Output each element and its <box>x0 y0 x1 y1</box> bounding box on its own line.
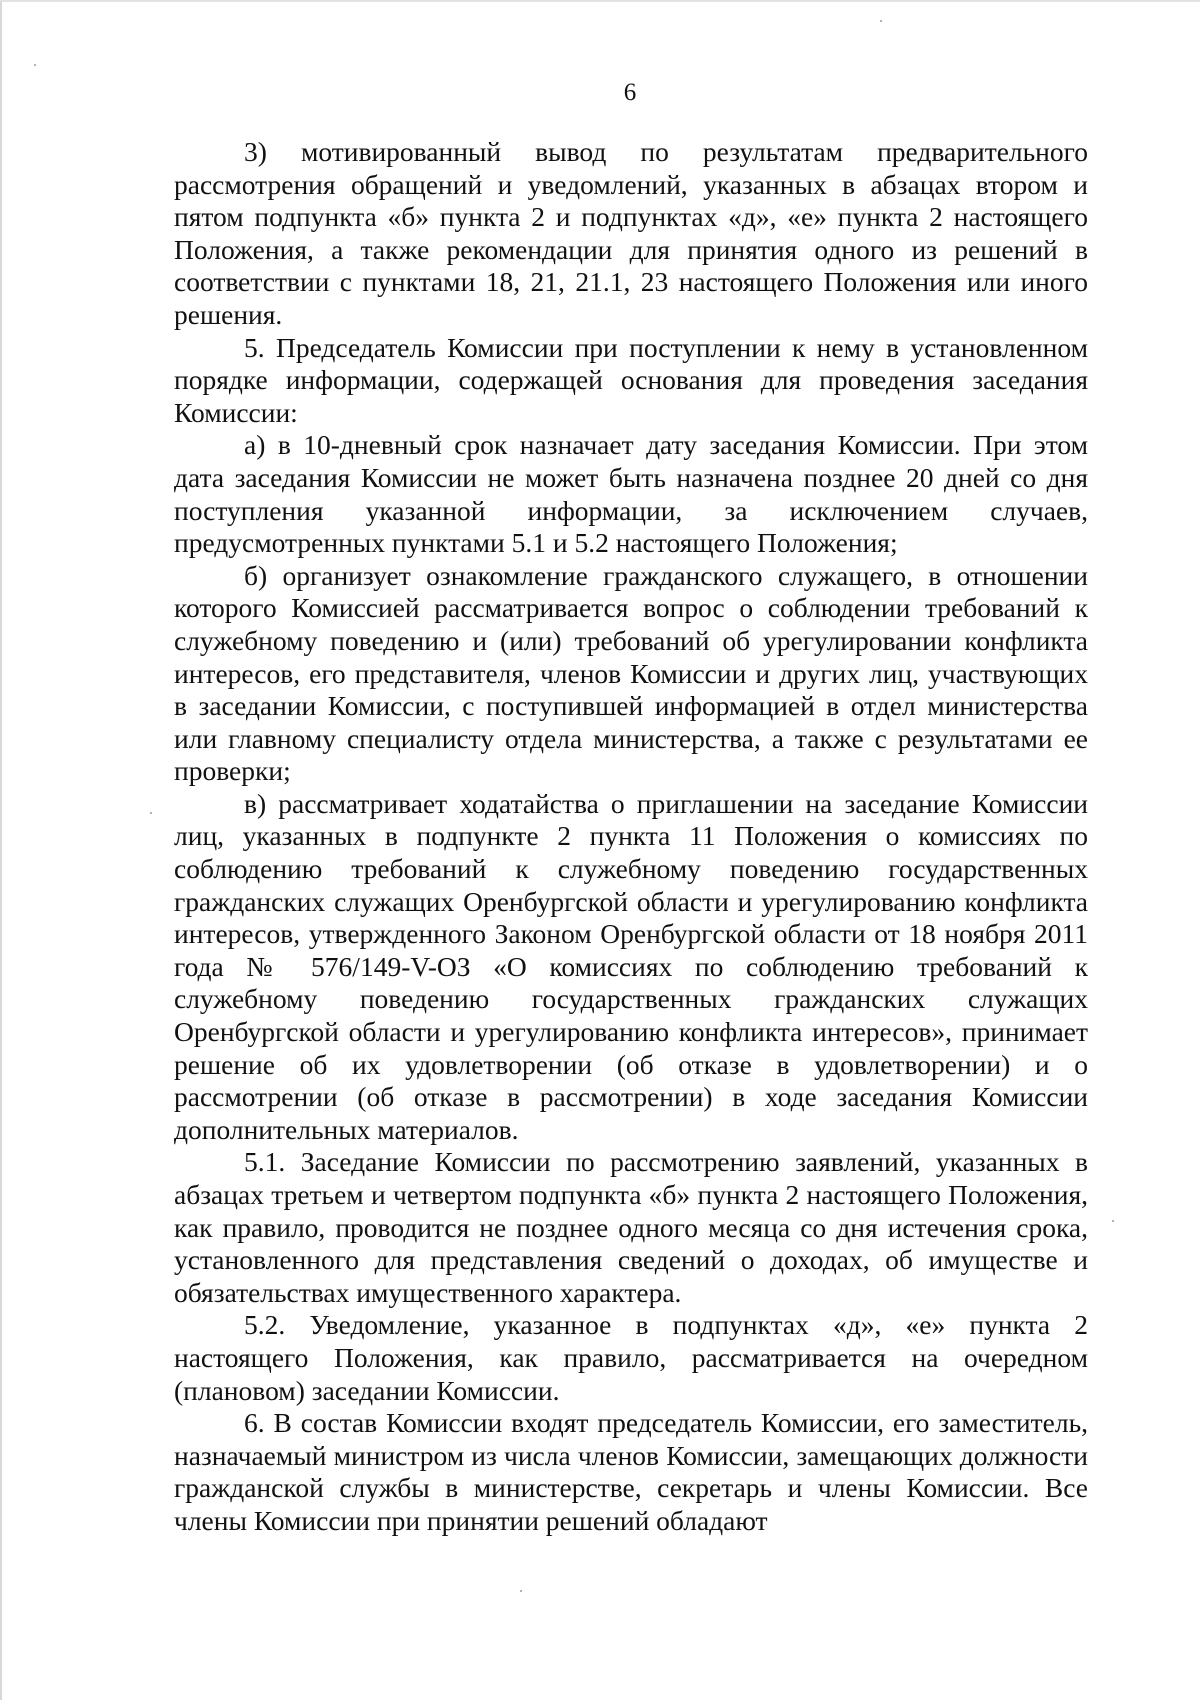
paragraph: 5.2. Уведомление, указанное в подпунктах «д», «е» пункта 2 настоящего Положения, как правило, рассматривается на очередном (плановом) заседании Комиссии. <box>174 1309 1088 1406</box>
paragraph: в) рассматривает ходатайства о приглашении на заседание Комиссии лиц, указанных в подпункте 2 пункта 11 Положения о комиссиях по соблюдению требований к служебному поведению государственных гражданских служащих Оренбургской области и урегулированию конфликта интересов, утвержденного Законом Оренбургской области от 18 ноября 2011 года № 576/149-V-ОЗ «О комиссиях по соблюдению требований к служебному поведению государственных гражданских служащих Оренбургской области и урегулированию конфликта интересов», принимает решение об их удовлетворении (об отказе в удовлетворении) и о рассмотрении (об отказе в рассмотрении) в ходе заседания Комиссии дополнительных материалов. <box>174 787 1088 1145</box>
paragraph: 6. В состав Комиссии входят председатель Комиссии, его заместитель, назначаемый министром из числа членов Комиссии, замещающих должности гражданской службы в министерстве, секретарь и члены Комиссии. Все члены Комиссии при принятии решений обладают <box>174 1407 1088 1536</box>
page-number: 6 <box>623 79 637 106</box>
paragraph: 5.1. Заседание Комиссии по рассмотрению заявлений, указанных в абзацах третьем и четвертом подпункта «б» пункта 2 настоящего Положения, как правило, проводится не позднее одного месяца со дня истечения срока, установленного для представления сведений о доходах, об имуществе и обязательствах имущественного характера. <box>174 1146 1088 1308</box>
scan-edge <box>0 0 1200 2</box>
paragraph: 5. Председатель Комиссии при поступлении к нему в установленном порядке информации, содержащей основания для проведения заседания Комиссии: <box>174 331 1088 428</box>
scan-speck <box>520 1590 522 1592</box>
scan-speck <box>880 20 882 22</box>
scan-speck <box>150 812 152 814</box>
paragraph: 3) мотивированный вывод по результатам предварительного рассмотрения обращений и уведомлений, указанных в абзацах втором и пятом подпункта «б» пункта 2 и подпунктах «д», «е» пункта 2 настоящего Положения, а также рекомендации для принятия одного из решений в соответствии с пунктами 18, 21, 21.1, 23 настоящего Положения или иного решения. <box>174 136 1088 330</box>
scan-speck <box>1112 1220 1114 1222</box>
document-body <box>174 136 1088 1538</box>
paragraph: б) организует ознакомление гражданского служащего, в отношении которого Комиссией рассматривается вопрос о соблюдении требований к служебному поведению и (или) требований об урегулировании конфликта интересов, его представителя, членов Комиссии и других лиц, участвующих в заседании Комиссии, с поступившей информацией в отдел министерства или главному специалисту отдела министерства, а также с результатами ее проверки; <box>174 559 1088 787</box>
scan-speck <box>34 64 36 66</box>
scan-edge <box>0 0 2 1700</box>
paragraph: а) в 10-дневный срок назначает дату заседания Комиссии. При этом дата заседания Комиссии не может быть назначена позднее 20 дней со дня поступления указанной информации, за исключением случаев, предусмотренных пунктами 5.1 и 5.2 настоящего Положения; <box>174 429 1088 559</box>
